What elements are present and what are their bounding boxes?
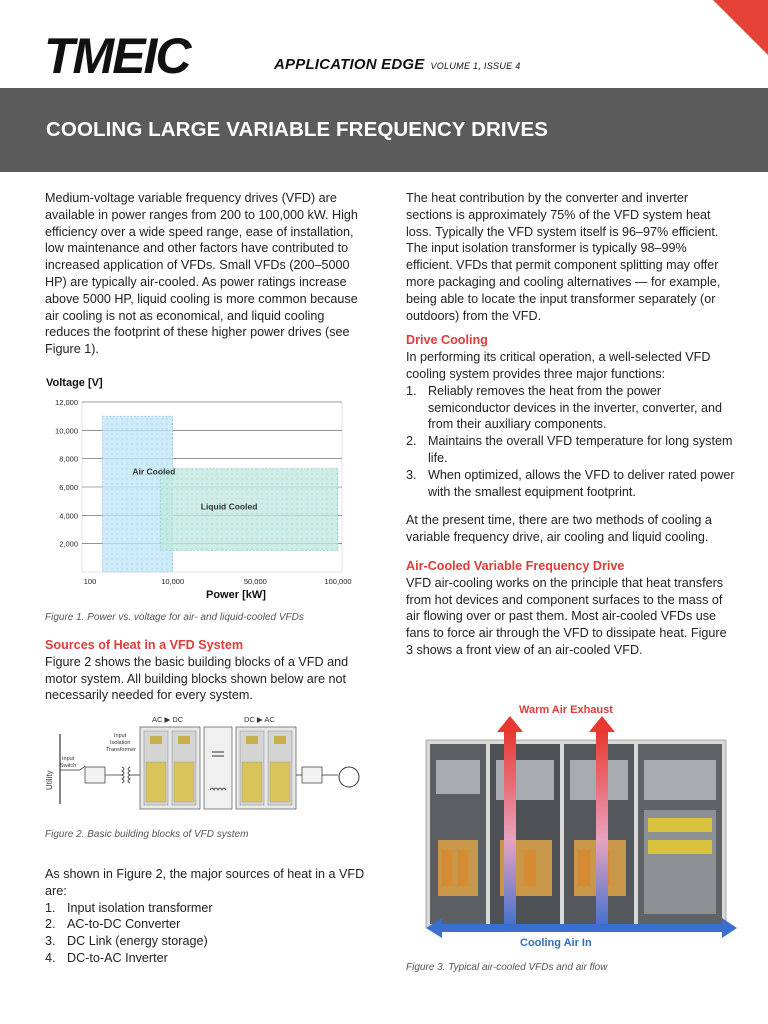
x-tick-label: 10,000 xyxy=(161,577,185,586)
drive-cooling-intro: In performing its critical operation, a well-selected VFD cooling system provides three major functions: xyxy=(406,350,711,381)
output-filter-box xyxy=(302,767,322,783)
list-item: 3. When optimized, allows the VFD to deliver rated power with the smallest equipment footprint. xyxy=(406,467,735,499)
sources-heading: Sources of Heat in a VFD System xyxy=(45,638,244,652)
corner-accent xyxy=(638,0,768,88)
series-label-air-cooled: Air Cooled xyxy=(132,466,176,477)
list-item: 4. DC-to-AC Inverter xyxy=(45,950,168,965)
y-tick-label: 10,000 xyxy=(55,426,78,436)
sources-section xyxy=(45,637,370,704)
cooling-air-label: Cooling Air In xyxy=(520,937,592,949)
input-switch-label: Input xyxy=(62,756,75,762)
list-item: 2. AC-to-DC Converter xyxy=(45,917,181,932)
figure-2-caption: Figure 2. Basic building blocks of VFD system xyxy=(45,829,249,840)
y-tick-label: 6,000 xyxy=(59,483,78,492)
ac-dc-label: AC ▶ DC xyxy=(152,715,184,724)
figure-1-chart xyxy=(40,372,370,604)
heat-contribution-paragraph: The heat contribution by the converter and inverter sections is approximately 75% of the VFD system heat loss. Typically the VFD system itself is 96–97% efficient. The input isolation transformer is typically 98–99% efficient. VFDs that permit component splitting may offer more packaging and cooling alternatives — for example, being able to locate the input transformer separately (or outdoors) from the VFD. xyxy=(406,191,721,323)
functions-list xyxy=(406,383,736,501)
series-label-liquid-cooled: Liquid Cooled xyxy=(200,501,258,512)
air-cooled-heading: Air-Cooled Variable Frequency Drive xyxy=(406,558,625,573)
list-item: 2. Maintains the overall VFD temperature for long system life. xyxy=(406,434,733,465)
figure-1-caption: Figure 1. Power vs. voltage for air- and liquid-cooled VFDs xyxy=(45,612,304,623)
right-column xyxy=(406,190,736,659)
warm-air-label: Warm Air Exhaust xyxy=(519,704,613,716)
figure-3-caption: Figure 3. Typical air-cooled VFDs and air flow xyxy=(406,962,608,973)
y-tick-label: 2,000 xyxy=(59,539,78,549)
intro-paragraph: Medium-voltage variable frequency drives (VFD) are available in power ranges from 200 to 100,000 kW. High efficiency over a wide speed range, ease of installation, low maintenance and other factors have contributed to increased application of VFDs. Small VFDs (200–5000 HP) are typically air-cooled. As power ratings increase above 5000 HP, liquid cooling is more common because air cooling is not as economical, and liquid cooling reduces the footprint of these higher power drives (see Figure 1). xyxy=(45,191,358,357)
transformer-label-3: Transformer xyxy=(106,747,136,753)
list-item: 1. Reliably removes the heat from the power semiconductor devices in the inverter, converter, and from their auxiliary components. xyxy=(406,383,723,432)
plot-area xyxy=(55,398,352,586)
figure-2-diagram xyxy=(40,712,370,818)
heat-sources-intro: As shown in Figure 2, the major sources of heat in a VFD are: xyxy=(45,867,365,898)
air-cooled-paragraph: VFD air-cooling works on the principle that heat transfers from hot devices and component surfaces to the mass of air flowing over or past them. Most air-cooled VFDs use fans to force air through the VFD to dissipate heat. Figure 3 shows a front view of an air-cooled VFD. xyxy=(406,575,727,657)
series-label xyxy=(274,56,521,73)
methods-paragraph: At the present time, there are two methods of cooling a variable frequency drive, air cooling and liquid cooling. xyxy=(406,513,712,545)
input-switch-label-2: Switch xyxy=(60,763,77,769)
title-bar xyxy=(0,88,768,172)
transformer-label-2: Isolation xyxy=(110,740,131,746)
dc-link-box xyxy=(204,727,232,809)
left-column xyxy=(45,190,370,358)
heat-sources-list xyxy=(45,900,370,967)
sources-paragraph: Figure 2 shows the basic building blocks of a VFD and motor system. All building blocks shown below are not necessarily needed for every system. xyxy=(45,654,349,703)
issue-label: VOLUME 1, ISSUE 4 xyxy=(430,61,521,71)
page-title: COOLING LARGE VARIABLE FREQUENCY DRIVES xyxy=(46,118,549,141)
figure-3-illustration xyxy=(412,700,737,955)
y-axis-title: Voltage [V] xyxy=(46,377,103,389)
dc-ac-label: DC ▶ AC xyxy=(244,715,275,724)
list-item: 1. Input isolation transformer xyxy=(45,900,213,915)
transformer-label: Input xyxy=(114,733,127,739)
y-tick-label: 8,000 xyxy=(59,454,78,464)
header xyxy=(0,0,768,88)
series-name: APPLICATION EDGE xyxy=(274,56,425,73)
x-axis-title: Power [kW] xyxy=(206,589,266,601)
heat-sources-section xyxy=(45,866,370,967)
drive-cooling-heading: Drive Cooling xyxy=(406,333,488,348)
y-tick-label: 12,000 xyxy=(55,398,78,407)
utility-label: Utility xyxy=(45,770,54,790)
x-tick-label: 100,000 xyxy=(324,577,352,586)
input-filter-box xyxy=(85,767,105,783)
tmeic-logo xyxy=(44,30,269,78)
x-tick-label: 50,000 xyxy=(243,577,267,586)
svg-text:TMEIC: TMEIC xyxy=(44,30,190,78)
motor-symbol xyxy=(339,767,359,787)
x-tick-label: 100 xyxy=(83,577,97,586)
y-tick-label: 4,000 xyxy=(59,511,78,521)
list-item: 3. DC Link (energy storage) xyxy=(45,934,208,949)
